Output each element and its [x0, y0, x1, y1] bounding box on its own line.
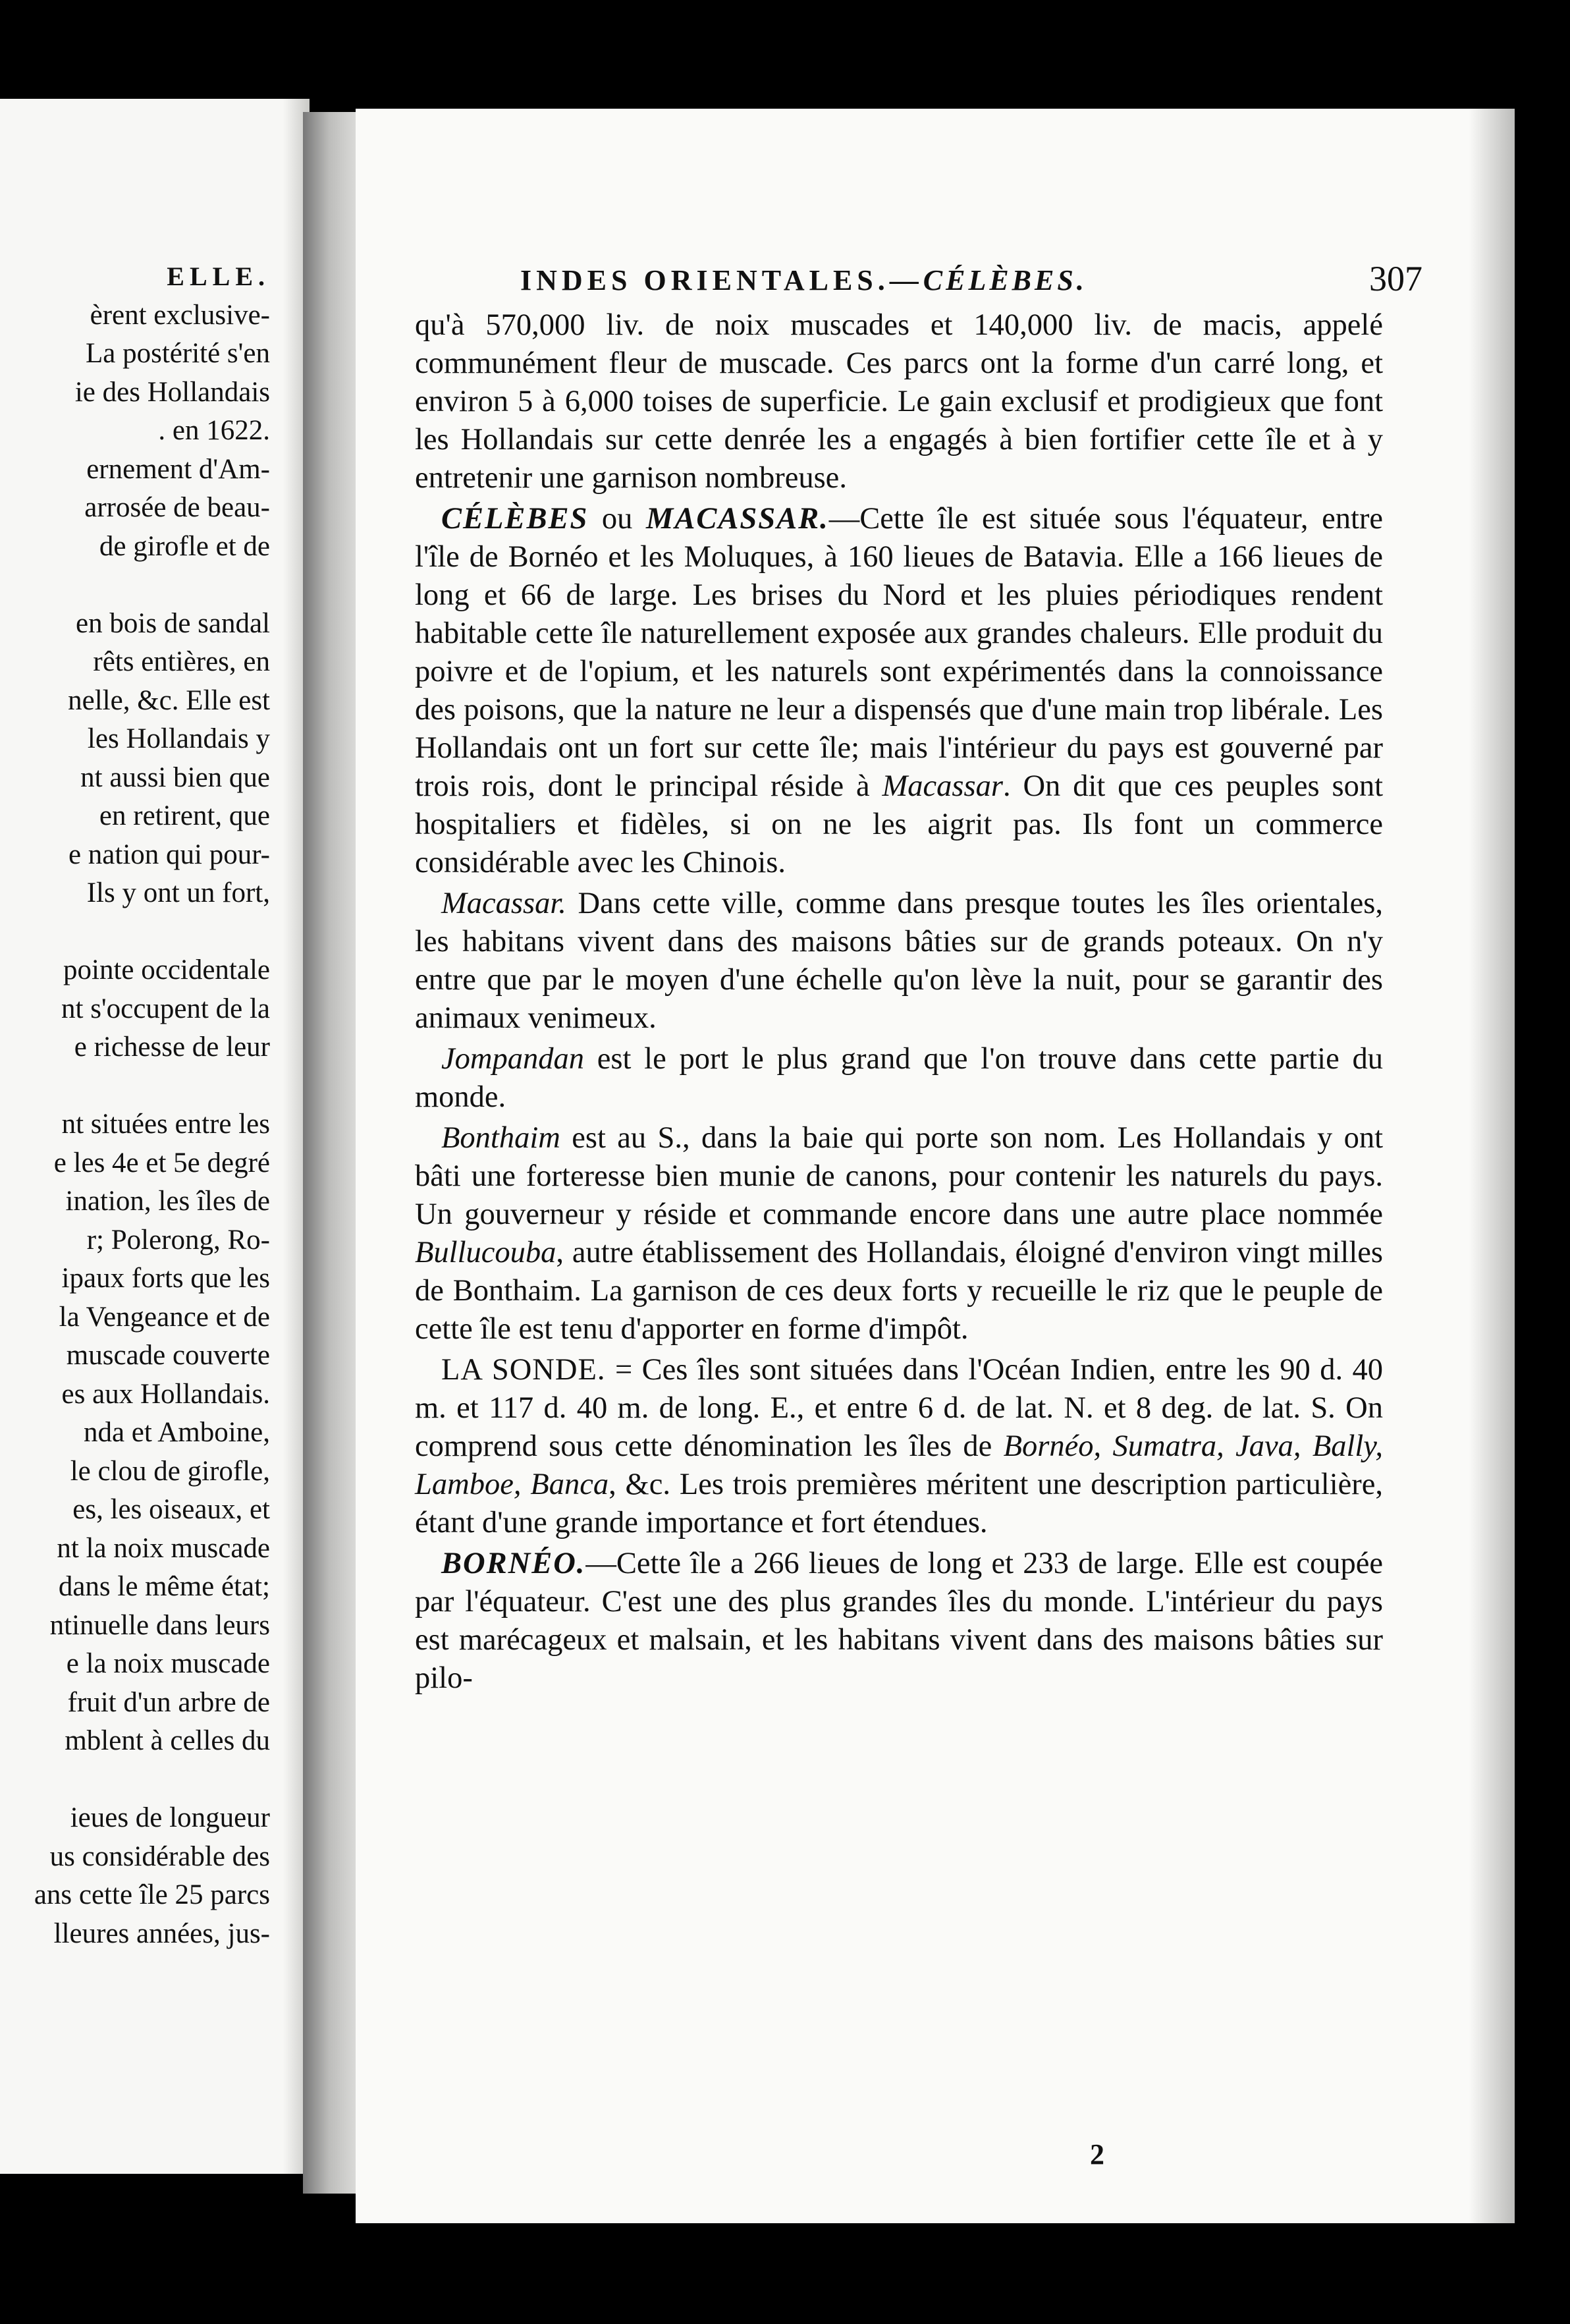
running-head-title: INDES ORIENTALES.— [520, 264, 923, 296]
paragraph-1: qu'à 570,000 liv. de noix muscades et 140,000 liv. de macis, appelé communément fleur de muscade. Ces parcs ont la forme d'un carré long, et environ 5 à 6,000 toises de superficie. Le gain exclusif et prodigieux que font les Hollandais sur cette denrée les a engagés à bien fortifier cette île et à y entretenir une garnison nombreuse. [415, 308, 1383, 495]
left-text-line: ieues de longueur [70, 1802, 270, 1833]
heading-macassar-city: Macassar. [441, 887, 566, 920]
running-head-section: CÉLÈBES. [923, 264, 1087, 296]
left-text-line: us considérable des [49, 1840, 270, 1872]
running-head [520, 259, 1422, 298]
heading-borneo: BORNÉO. [441, 1547, 586, 1580]
left-text-line: en bois de sandal [76, 607, 270, 639]
left-text-line: nelle, &c. Elle est [68, 684, 270, 716]
left-text-line: ie des Hollandais [74, 376, 270, 408]
paragraph-borneo [415, 1545, 1383, 1698]
left-text-line: Ils y ont un fort, [86, 877, 270, 908]
left-text-line: mblent à celles du [65, 1725, 270, 1756]
left-text-line: nt aussi bien que [80, 761, 270, 793]
left-text-line: nt la noix muscade [57, 1532, 270, 1564]
paragraph-celebes [415, 500, 1383, 882]
left-text-line: es, les oiseaux, et [72, 1494, 270, 1525]
left-text-line: r; Polerong, Ro- [86, 1224, 270, 1256]
island-list: Bornéo, Sumatra, Java, Bally, Lamboe, Banca [415, 1429, 1384, 1501]
paragraph-3: Dans cette ville, comme dans presque toutes les îles orientales, les habitans vivent dans des maisons bâties sur de grands poteaux. On n'y entre que par le moyen d'une échelle qu'on lève la nuit, pour se garantir des animaux venimeux. [415, 887, 1384, 1035]
paragraph-6b: , &c. Les trois premières méritent une description particulière, étant d'une grande importance et fort étendues. [415, 1468, 1383, 1539]
left-text-line: lleures années, jus- [53, 1918, 270, 1949]
left-text-line: La postérité s'en [86, 338, 270, 369]
paragraph-jompandan [415, 1040, 1383, 1117]
left-text-line: ernement d'Am- [86, 453, 270, 485]
left-text-line: dans le même état; [58, 1571, 270, 1602]
paragraph-macassar-city [415, 885, 1383, 1038]
heading-jompandan: Jompandan [441, 1042, 584, 1076]
left-text-line: nt situées entre les [61, 1109, 270, 1140]
heading-dash: — [828, 502, 860, 536]
right-page [356, 109, 1515, 2223]
left-text-line: nda et Amboine, [83, 1417, 270, 1448]
place-bullucouba: Bullucouba [415, 1236, 556, 1269]
left-text-line: nt s'occupent de la [61, 993, 270, 1024]
place-macassar: Macassar [882, 769, 1003, 803]
heading-ou: ou [601, 502, 633, 536]
left-text-line: ans cette île 25 parcs [34, 1879, 270, 1910]
paragraph-5b: , autre établissement des Hollandais, éloigné d'environ vingt milles de Bonthaim. La garnison de ces deux forts y recueille le riz que le peuple de cette île est tenu d'apporter en forme d'impôt. [415, 1236, 1383, 1346]
left-text-line: es aux Hollandais. [61, 1378, 270, 1410]
left-text-line: fruit d'un arbre de [67, 1686, 270, 1718]
left-text-line: de girofle et de [99, 530, 270, 562]
left-text-line: ination, les îles de [65, 1186, 270, 1217]
left-text-line: ipaux forts que les [61, 1263, 270, 1294]
paragraph-bonthaim [415, 1119, 1383, 1348]
left-text-line: èrent exclusive- [90, 299, 270, 331]
paragraph-4: est le port le plus grand que l'on trouve dans cette partie du monde. [415, 1042, 1383, 1114]
heading-equals: = [614, 1353, 633, 1387]
heading-bonthaim: Bonthaim [441, 1121, 560, 1155]
left-text-line: e la noix muscade [66, 1648, 270, 1679]
left-text-line: e les 4e et 5e degré [53, 1147, 270, 1178]
page-number: 307 [1369, 259, 1422, 298]
paragraph-2b: . On dit que ces peuples sont hospitaliers et fidèles, si on ne les aigrit pas. Ils font un commerce considérable avec les Chinois. [415, 769, 1383, 879]
paragraph-6a: Ces îles sont situées dans l'Océan Indien, entre les 90 d. 40 m. et 117 d. 40 m. de long. E., et entre 6 d. de lat. N. et 8 deg. de lat. S. On comprend sous cette dénomination les îles de [415, 1353, 1384, 1463]
paragraph-7: Cette île a 266 lieues de long et 233 de large. Elle est coupée par l'équateur. C'est une des plus grandes îles du monde. L'intérieur du pays est marécageux et malsain, et les habitans vivent dans des maisons bâties sur pilo- [415, 1547, 1383, 1695]
left-page [0, 99, 310, 2174]
left-text-line: les Hollandais y [87, 723, 270, 754]
left-text-line: rêts entières, en [93, 646, 270, 677]
left-running-head: ELLE. [167, 262, 270, 291]
left-text-line: e richesse de leur [74, 1032, 270, 1063]
left-text-line: . en 1622. [158, 415, 270, 446]
left-text-line: la Vengeance et de [59, 1301, 270, 1333]
heading-celebes: CÉLÈBES [441, 502, 589, 536]
page-body [415, 306, 1383, 1700]
heading-macassar: MACASSAR. [645, 502, 829, 536]
left-text-line: arrosée de beau- [84, 492, 270, 523]
left-text-line: ntinuelle dans leurs [49, 1609, 270, 1641]
paragraph-2a: Cette île est située sous l'équateur, entre l'île de Bornéo et les Moluques, à 160 lieues de Batavia. Elle a 166 lieues de long et 66 de large. Les brises du Nord et les pluies périodiques rendent habitable cette île naturellement exposée aux grandes chaleurs. Elle produit du poivre et de l'opium, et les naturels sont expérimentés dans la connoissance des poisons, que la nature ne leur a dispensés que d'une main trop libérale. Les Hollandais ont un fort sur cette île; mais l'intérieur du pays est gouverné par trois rois, dont le principal réside à [415, 502, 1384, 803]
paragraph-la-sonde [415, 1351, 1383, 1542]
signature-mark: 2 [1090, 2138, 1104, 2171]
paragraph-5a: est au S., dans la baie qui porte son nom. Les Hollandais y ont bâti une forteresse bien munie de canons, pour contenir les naturels du pays. Un gouverneur y réside et commande encore dans une autre place nommée [415, 1121, 1383, 1231]
left-text-line: en retirent, que [99, 800, 270, 831]
heading-la-sonde: LA SONDE. [441, 1353, 606, 1387]
left-text-line: le clou de girofle, [70, 1455, 270, 1487]
left-text-line: muscade couverte [66, 1340, 270, 1371]
left-text-line: pointe occidentale [63, 954, 270, 985]
right-page-edge [1469, 109, 1515, 2223]
left-text-line: e nation qui pour- [68, 839, 270, 870]
heading-dash-2: — [585, 1547, 616, 1580]
